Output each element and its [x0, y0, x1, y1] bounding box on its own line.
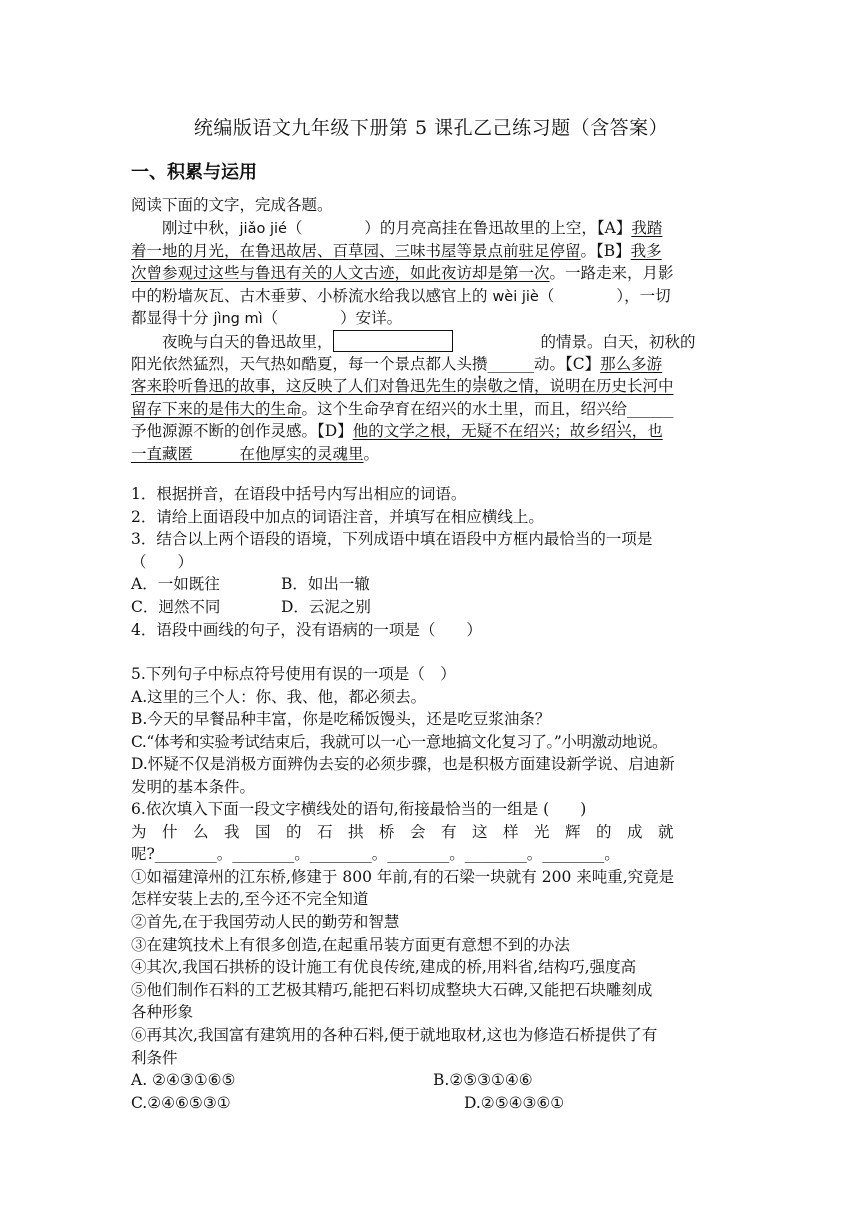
question-3-options-row-1 — [131, 573, 731, 596]
question-6-options-row-1 — [131, 1069, 731, 1092]
question-6-stem: 为什么我国的石拱桥会有这样光辉的成就 — [131, 822, 690, 841]
question-5-option-c[interactable]: C.“体考和实验考试结束后，我就可以一心一意地搞文化复习了。”小明激动地说。 — [131, 732, 668, 751]
sentence-1-cont: 怎样安装上去的,至今还不完全知道 — [131, 890, 369, 909]
sentence-5: ⑤他们制作石料的工艺极其精巧,能把石料切成整块大石碑,又能把石块雕刻成 — [131, 980, 653, 999]
question-3-options-row-2 — [131, 596, 731, 619]
q6-option-d[interactable]: D.②⑤④③⑥① — [464, 1093, 565, 1112]
passage-1: 刚过中秋，jiǎo jié（ ）的月亮高挂在鲁迅故里的上空，【A】我踏 着一地的月光，在鲁迅故居、百草园、三味书屋等景点前驻足停留。【B】我多 次曾参观过这些与鲁迅有关的人文古迹，如此夜访却是第一次。一路走来，月影 中的粉墙灰瓦、古木垂萝、小桥流水给我以感官上的 wèi jiè（ ），一切 都显得十分 jìng mì（ ）安详。 — [131, 219, 674, 328]
option-b[interactable]: B．如出一辙 — [281, 575, 370, 594]
question-5-option-d[interactable]: D.怀疑不仅是消极方面辨伪去妄的必须步骤，也是积极方面建设新学说、启迪新 — [131, 755, 675, 774]
question-6-stem-blanks: 呢?________。________。________。________。________。________。 — [131, 845, 620, 864]
question-3: 3．结合以上两个语段的语境，下列成语中填在语段中方框内最恰当的一项是 — [131, 530, 653, 549]
sentence-5-cont: 各种形象 — [131, 1003, 194, 1022]
question-5-option-d-cont: 发明的基本条件。 — [131, 777, 256, 796]
question-2: 2．请给上面语段中加点的词语注音，并填写在相应横线上。 — [131, 507, 544, 526]
question-6-block — [131, 798, 731, 1114]
section-heading: 一、积累与运用 — [131, 162, 257, 183]
question-5-option-b[interactable]: B.今天的早餐品种丰富，你是吃稀饭馒头，还是吃豆浆油条？ — [131, 710, 551, 729]
option-d[interactable]: D．云泥之别 — [281, 597, 371, 616]
option-c[interactable]: C．迥然不同 — [131, 597, 221, 616]
answer-box[interactable] — [333, 330, 453, 352]
question-5: 5.下列句子中标点符号使用有误的一项是（ ） — [131, 665, 456, 683]
q6-option-c[interactable]: C.②④⑥⑤③① — [131, 1093, 231, 1112]
question-6: 6.依次填入下面一段文字横线处的语句,衔接最恰当的一组是 ( ) — [131, 800, 587, 818]
q6-option-a[interactable]: A. ②④③①⑥⑤ — [131, 1071, 236, 1090]
reading-intro: 阅读下面的文字，完成各题。 — [131, 196, 333, 214]
sentence-1: ①如福建漳州的江东桥,修建于 800 年前,有的石梁一块就有 200 来吨重,究竟是 — [131, 867, 675, 886]
question-5-block — [131, 663, 731, 799]
sentence-2: ②首先,在于我国劳动人民的勤劳和智慧 — [131, 912, 400, 931]
passage-2: 夜晚与白天的鲁迅故里， 的情景。白天，初秋的 阳光依然猛烈，天气热如酷夏，每一个景点都人头攒______动。【C】那么多游 客来聆听鲁迅的故事，这反映了人们对鲁迅先生的崇敬之情，说明在历史长河中 留存下来的是伟大的生命。这个生命孕育在绍兴的水土里，而且，绍兴给______ 予他源源不断的创作灵感。【D】他的文学之根，无疑不在绍兴；故乡绍兴，也 一直藏匿 在他厚实的灵魂里。 — [131, 330, 731, 466]
question-3-paren: （ ） — [131, 552, 194, 571]
sentence-3: ③在建筑技术上有很多创造,在起重吊装方面更有意想不到的办法 — [131, 935, 570, 954]
sentence-6-cont: 利条件 — [131, 1048, 178, 1067]
question-5-option-a[interactable]: A.这里的三个人：你、我、他，都必须去。 — [131, 687, 427, 706]
questions-1-4 — [131, 483, 731, 641]
q6-option-b[interactable]: B.②⑤③①④⑥ — [433, 1071, 533, 1090]
question-4: 4．语段中画线的句子，没有语病的一项是（ ） — [131, 620, 482, 639]
question-1: 1．根据拼音，在语段中括号内写出相应的词语。 — [131, 485, 467, 503]
document-title: 统编版语文九年级下册第 5 课孔乙己练习题（含答案） — [193, 117, 669, 139]
sentence-4: ④其次,我国石拱桥的设计施工有优良传统,建成的桥,用料省,结构巧,强度高 — [131, 958, 637, 977]
sentence-6: ⑥再其次,我国富有建筑用的各种石料,便于就地取材,这也为修造石桥提供了有 — [131, 1025, 658, 1044]
question-6-options-row-2 — [131, 1092, 731, 1115]
option-a[interactable]: A．一如既往 — [131, 575, 220, 594]
